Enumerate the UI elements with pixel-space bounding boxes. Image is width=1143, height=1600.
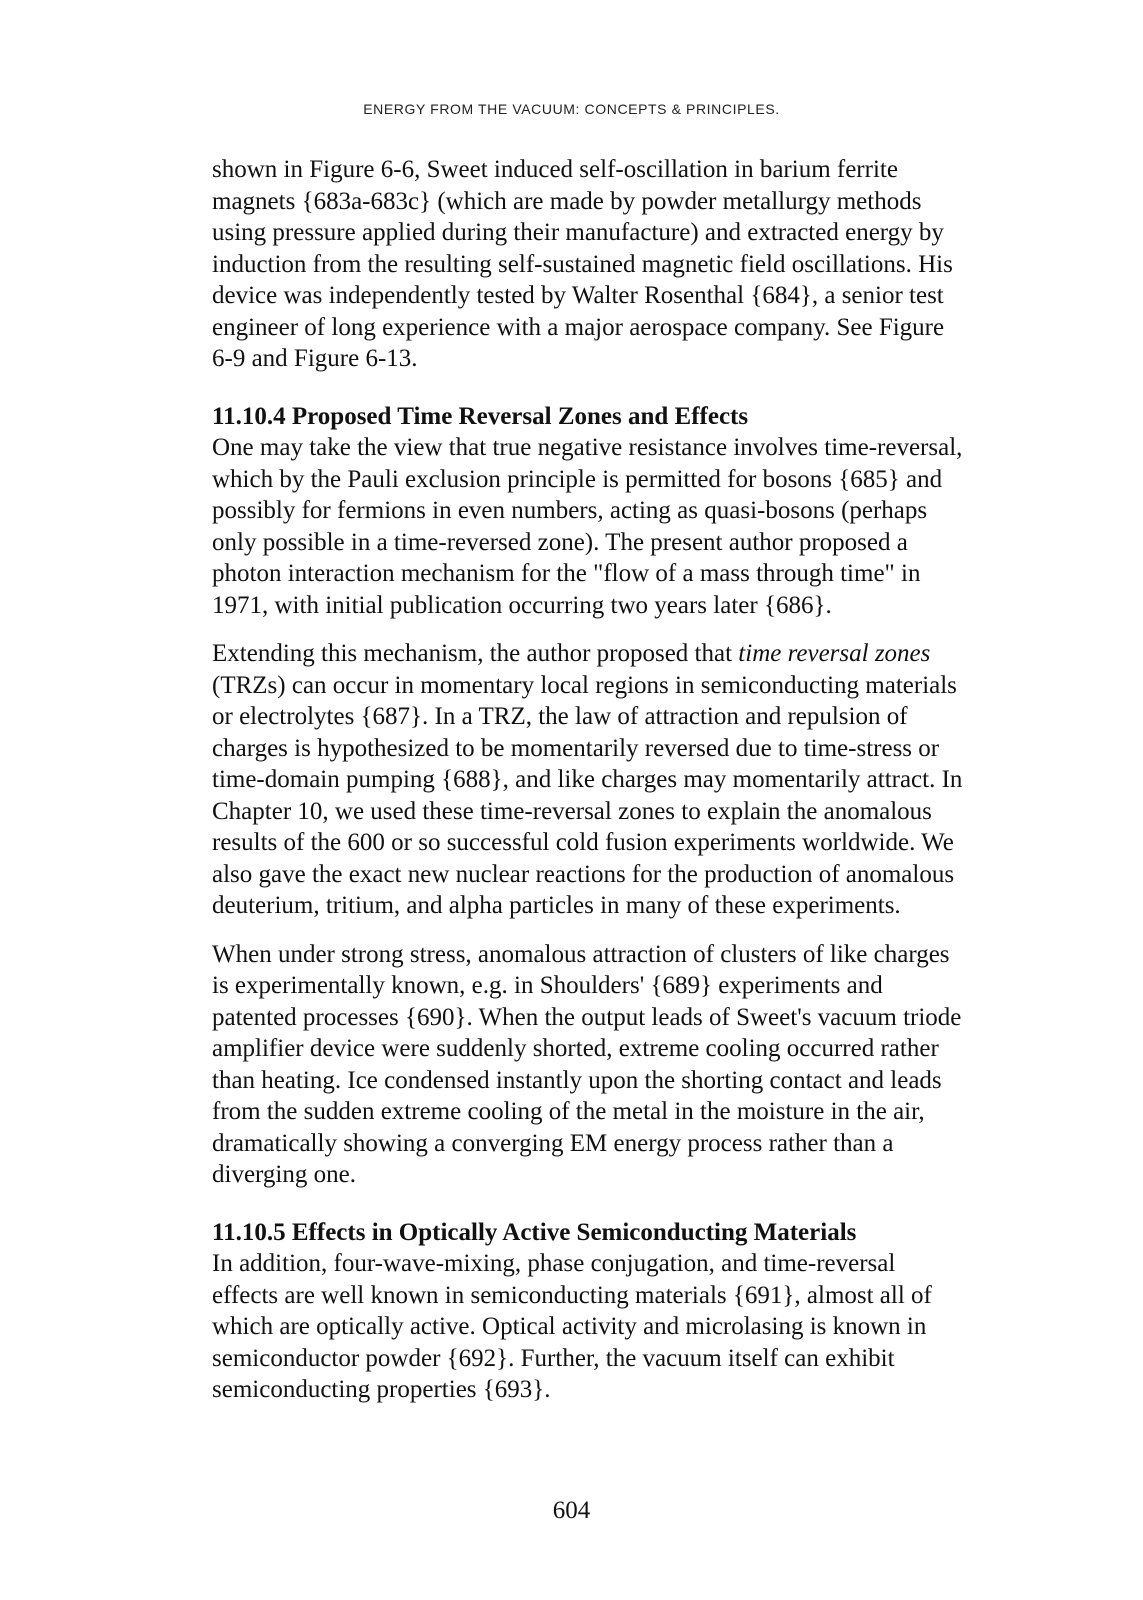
text-line: engineer of long experience with a major aerospace company. See Figure <box>212 313 945 341</box>
text-line: diverging one. <box>212 1161 356 1188</box>
text-line: from the sudden extreme cooling of the metal in the moisture in the air, <box>212 1098 925 1125</box>
text-line: dramatically showing a converging EM energy process rather than a <box>212 1129 894 1157</box>
text-line: When under strong stress, anomalous attraction of clusters of like charges <box>212 940 950 968</box>
text-line: results of the 600 or so successful cold fusion experiments worldwide. We <box>212 829 954 856</box>
text-line: One may take the view that true negative resistance involves time-reversal, <box>212 434 963 461</box>
section-heading-11-10-5: 11.10.5 Effects in Optically Active Semiconducting Materials <box>212 1218 857 1246</box>
text-line <box>212 638 1072 670</box>
running-header: ENERGY FROM THE VACUUM: CONCEPTS & PRINCIPLES. <box>363 101 780 117</box>
text-line: effects are well known in semiconducting materials {691}, almost all of <box>212 1281 932 1309</box>
body-text <box>212 154 1072 1423</box>
text-line: patented processes {690}. When the output leads of Sweet's vacuum triode <box>212 1003 962 1031</box>
italic-term: time reversal zones <box>738 640 931 667</box>
text-line: deuterium, tritium, and alpha particles in many of these experiments. <box>212 892 901 919</box>
text-line: time-domain pumping {688}, and like charges may momentarily attract. In <box>212 766 963 793</box>
text-line: magnets {683a-683c} (which are made by powder metallurgy methods <box>212 187 922 215</box>
text-line: In addition, four-wave-mixing, phase conjugation, and time-reversal <box>212 1250 896 1277</box>
paragraph-like-charges <box>212 939 1072 1191</box>
text-line: shown in Figure 6-6, Sweet induced self-oscillation in barium ferrite <box>212 156 898 183</box>
text-line: amplifier device were suddenly shorted, extreme cooling occurred rather <box>212 1035 939 1062</box>
text-span: Extending this mechanism, the author proposed that <box>212 640 739 667</box>
text-line: or electrolytes {687}. In a TRZ, the law of attraction and repulsion of <box>212 703 908 730</box>
text-line: possibly for fermions in even numbers, acting as quasi-bosons (perhaps <box>212 497 928 524</box>
paragraph-negative-resistance <box>212 432 1072 621</box>
section-heading-11-10-4: 11.10.4 Proposed Time Reversal Zones and Effects <box>212 402 749 430</box>
text-line: induction from the resulting self-sustained magnetic field oscillations. His <box>212 250 953 278</box>
page-number: 604 <box>552 1497 591 1524</box>
text-line: device was independently tested by Walter Rosenthal {684}, a senior test <box>212 282 944 309</box>
paragraph-time-reversal-zones <box>212 638 1072 922</box>
text-line: semiconducting properties {693}. <box>212 1376 551 1403</box>
paragraph-optically-active <box>212 1248 1072 1406</box>
text-line: 6-9 and Figure 6-13. <box>212 345 418 372</box>
paragraph-sweet-oscillation <box>212 154 1072 375</box>
text-line: only possible in a time-reversed zone). The present author proposed a <box>212 528 908 556</box>
text-line: charges is hypothesized to be momentarily reversed due to time-stress or <box>212 734 940 762</box>
text-line: (TRZs) can occur in momentary local regions in semiconducting materials <box>212 671 957 699</box>
text-line: which by the Pauli exclusion principle is permitted for bosons {685} and <box>212 465 943 493</box>
text-line: which are optically active. Optical activity and microlasing is known in <box>212 1313 927 1340</box>
text-line: semiconductor powder {692}. Further, the vacuum itself can exhibit <box>212 1344 895 1372</box>
text-line: 1971, with initial publication occurring two years later {686}. <box>212 591 832 619</box>
text-line: photon interaction mechanism for the "flow of a mass through time" in <box>212 560 921 587</box>
text-line: using pressure applied during their manufacture) and extracted energy by <box>212 219 944 246</box>
text-line: Chapter 10, we used these time-reversal zones to explain the anomalous <box>212 797 932 825</box>
text-line: than heating. Ice condensed instantly upon the shorting contact and leads <box>212 1066 942 1094</box>
text-line: is experimentally known, e.g. in Shoulders' {689} experiments and <box>212 972 883 999</box>
text-line: also gave the exact new nuclear reactions for the production of anomalous <box>212 860 955 888</box>
